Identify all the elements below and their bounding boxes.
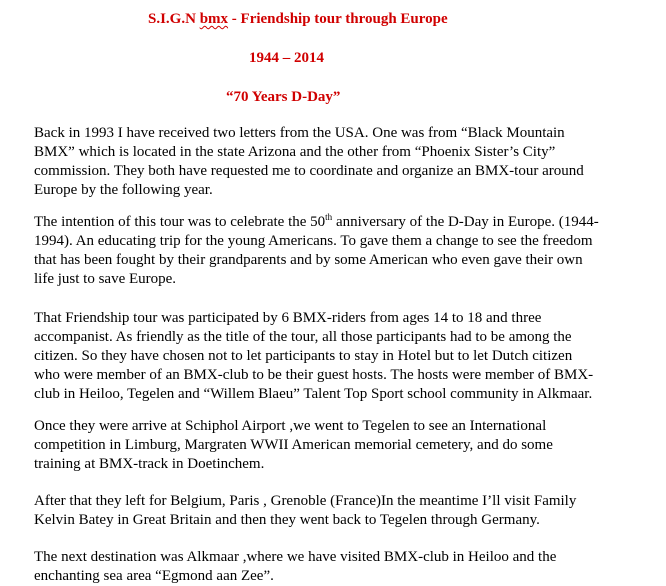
ordinal-suffix: th bbox=[325, 212, 333, 222]
paragraph-line: who were member of an BMX-club to be their guest hosts. The hosts were member of BMX- bbox=[34, 367, 594, 383]
paragraph-line: commission. They both have requested me to coordinate and organize an BMX-tour around bbox=[34, 163, 584, 179]
line-text: anniversary of the D-Day in Europe. (1944- bbox=[332, 214, 599, 230]
paragraph-line: The next destination was Alkmaar ,where we have visited BMX-club in Heiloo and the bbox=[34, 549, 557, 565]
paragraph-line: training at BMX-track in Doetinchem. bbox=[34, 456, 265, 472]
document-years: 1944 – 2014 bbox=[249, 50, 324, 66]
paragraph-line: accompanist. As friendly as the title of the tour, all those participants had to be among the bbox=[34, 329, 572, 345]
paragraph-intro bbox=[34, 124, 664, 200]
paragraph-line: Kelvin Batey in Great Britain and then they went back to Tegelen through Germany. bbox=[34, 512, 540, 528]
paragraph-line: Back in 1993 I have received two letters from the USA. One was from “Black Mountain bbox=[34, 125, 565, 141]
paragraph-arrival bbox=[34, 417, 664, 474]
paragraph-line: life just to save Europe. bbox=[34, 271, 177, 287]
paragraph-line: Europe by the following year. bbox=[34, 182, 213, 198]
paragraph-line: That Friendship tour was participated by 6 BMX-riders from ages 14 to 18 and three bbox=[34, 310, 542, 326]
paragraph-line: 1994). An educating trip for the young Americans. To gave them a change to see the freedom bbox=[34, 233, 593, 249]
paragraph-travel bbox=[34, 492, 664, 530]
paragraph-line: Once they were arrive at Schiphol Airport ,we went to Tegelen to see an International bbox=[34, 418, 547, 434]
paragraph-intention bbox=[34, 213, 664, 289]
title-suffix: - Friendship tour through Europe bbox=[228, 11, 448, 27]
paragraph-line: BMX” which is located in the state Arizona and the other from “Phoenix Sister’s City” bbox=[34, 144, 556, 160]
line-text: The intention of this tour was to celebrate the 50 bbox=[34, 214, 326, 230]
paragraph-line: that has been fought by their grandparents and by some American who even gave their own bbox=[34, 252, 583, 268]
paragraph-line: club in Heiloo, Tegelen and “Willem Blaeu” Talent Top Sport school community in Alkmaar. bbox=[34, 386, 593, 402]
document-title bbox=[148, 10, 448, 28]
paragraph-destination bbox=[34, 548, 664, 586]
paragraph-participants bbox=[34, 309, 664, 404]
paragraph-line: After that they left for Belgium, Paris , Grenoble (France)In the meantime I’ll visit Family bbox=[34, 493, 577, 509]
title-prefix: S.I.G.N bbox=[148, 11, 200, 27]
paragraph-line: competition in Limburg, Margraten WWII American memorial cemetery, and do some bbox=[34, 437, 553, 453]
paragraph-line bbox=[34, 213, 664, 232]
title-brand: bmx bbox=[199, 11, 229, 27]
paragraph-line: citizen. So they have chosen not to let participants to stay in Hotel but to let Dutch citizen bbox=[34, 348, 573, 364]
paragraph-line: enchanting sea area “Egmond aan Zee”. bbox=[34, 568, 274, 584]
document-subtitle: “70 Years D-Day” bbox=[226, 89, 341, 105]
